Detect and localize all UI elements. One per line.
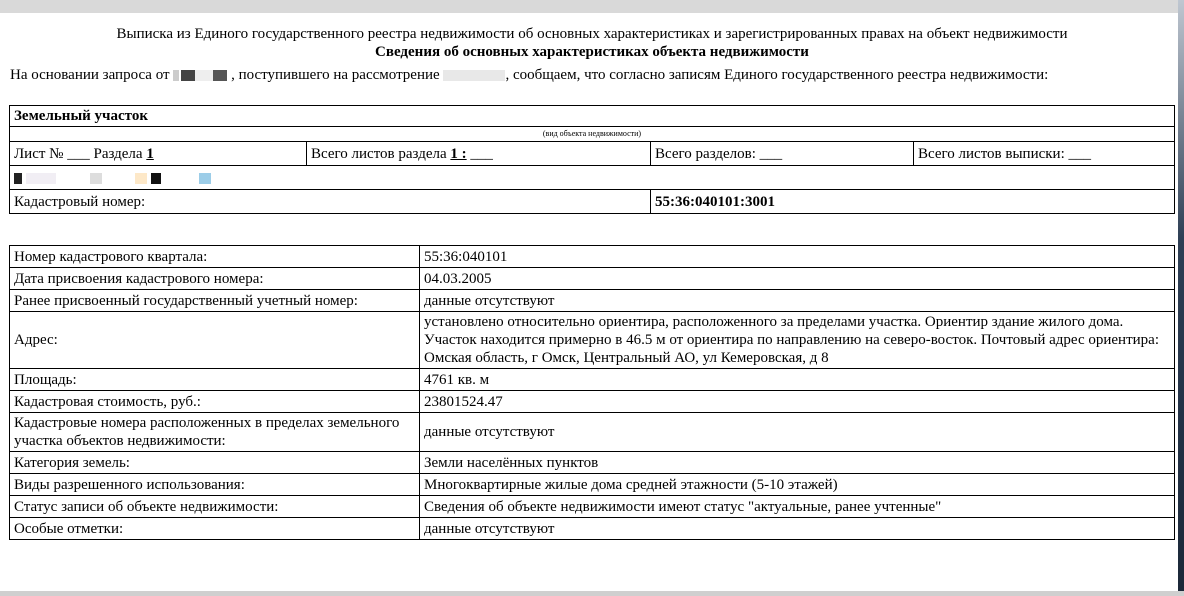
details-row	[10, 391, 1175, 413]
details-label: Площадь:	[10, 369, 420, 391]
redacted-block-4	[135, 173, 147, 184]
redacted-block-1	[14, 173, 22, 184]
details-row	[10, 312, 1175, 369]
details-row	[10, 452, 1175, 474]
intro-paragraph	[10, 66, 1170, 84]
details-value: 23801524.47	[420, 391, 1175, 413]
details-label: Кадастровая стоимость, руб.:	[10, 391, 420, 413]
section-sheets-value: 1 :	[450, 145, 467, 162]
details-label: Категория земель:	[10, 452, 420, 474]
section-sheets-tail: ___	[466, 145, 493, 162]
details-value: Сведения об объекте недвижимости имеют статус "актуальные, ранее учтенные"	[420, 496, 1175, 518]
details-value: 55:36:040101	[420, 246, 1175, 268]
intro-text-1: На основании запроса от	[10, 67, 174, 83]
details-row	[10, 290, 1175, 312]
details-label: Ранее присвоенный государственный учетный номер:	[10, 290, 420, 312]
total-sections: Всего разделов: ___	[651, 142, 914, 166]
sheet-section-value: 1	[146, 145, 154, 162]
details-label: Виды разрешенного использования:	[10, 474, 420, 496]
document-title: Выписка из Единого государственного реестра недвижимости об основных характеристиках и зарегистрированных правах на объект недвижимости	[116, 26, 1068, 42]
details-value: данные отсутствуют	[420, 290, 1175, 312]
details-row	[10, 246, 1175, 268]
details-label: Номер кадастрового квартала:	[10, 246, 420, 268]
redacted-block-2	[26, 173, 56, 184]
redacted-row	[10, 166, 1175, 190]
details-label: Статус записи об объекте недвижимости:	[10, 496, 420, 518]
redacted-date-1	[173, 70, 179, 81]
redacted-date-1c	[195, 70, 213, 81]
details-value: данные отсутствуют	[420, 518, 1175, 540]
redacted-date-1d	[213, 70, 227, 81]
intro-text-2: , поступившего на рассмотрение	[227, 67, 444, 83]
details-table	[9, 245, 1175, 540]
details-body	[10, 246, 1175, 540]
redacted-block-3	[90, 173, 102, 184]
section-sheets-cell	[307, 142, 651, 166]
document-subtitle: Сведения об основных характеристиках объекта недвижимости	[375, 44, 809, 60]
redacted-block-5	[151, 173, 161, 184]
details-value: 4761 кв. м	[420, 369, 1175, 391]
details-row	[10, 518, 1175, 540]
details-row	[10, 413, 1175, 452]
object-type: Земельный участок	[10, 106, 1175, 127]
redacted-date-1b	[181, 70, 195, 81]
details-value: Земли населённых пунктов	[420, 452, 1175, 474]
details-value: установлено относительно ориентира, расположенного за пределами участка. Ориентир здание жилого дома. Участок находится примерно в 46.5 м от ориентира по направлению на северо-восток. Почтовый адрес ориентира: Омская область, г Омск, Центральный АО, ул Кемеровская, д 8	[420, 312, 1175, 369]
sheet-number-label: Лист № ___ Раздела	[14, 145, 147, 162]
details-label: Особые отметки:	[10, 518, 420, 540]
window-top-bar	[0, 0, 1184, 13]
sheet-number-cell	[10, 142, 307, 166]
details-label: Дата присвоения кадастрового номера:	[10, 268, 420, 290]
details-label: Кадастровые номера расположенных в пределах земельного участка объектов недвижимости:	[10, 413, 420, 452]
details-value: 04.03.2005	[420, 268, 1175, 290]
details-row	[10, 474, 1175, 496]
cadastral-number-label: Кадастровый номер:	[10, 190, 651, 214]
details-row	[10, 369, 1175, 391]
total-sheets: Всего листов выписки: ___	[914, 142, 1175, 166]
window-bottom-bar	[0, 591, 1184, 596]
object-type-caption: (вид объекта недвижимости)	[10, 127, 1175, 142]
cadastral-number-value: 55:36:040101:3001	[651, 190, 1175, 214]
section-sheets-label: Всего листов раздела	[311, 145, 451, 162]
details-row	[10, 496, 1175, 518]
header-form-table	[9, 105, 1175, 214]
window-right-edge	[1178, 0, 1184, 596]
details-value: данные отсутствуют	[420, 413, 1175, 452]
redacted-date-2	[443, 70, 505, 81]
details-value: Многоквартирные жилые дома средней этажности (5-10 этажей)	[420, 474, 1175, 496]
details-row	[10, 268, 1175, 290]
details-label: Адрес:	[10, 312, 420, 369]
redacted-block-6	[199, 173, 211, 184]
intro-text-3: , сообщаем, что согласно записям Единого государственного реестра недвижимости:	[505, 67, 1049, 83]
